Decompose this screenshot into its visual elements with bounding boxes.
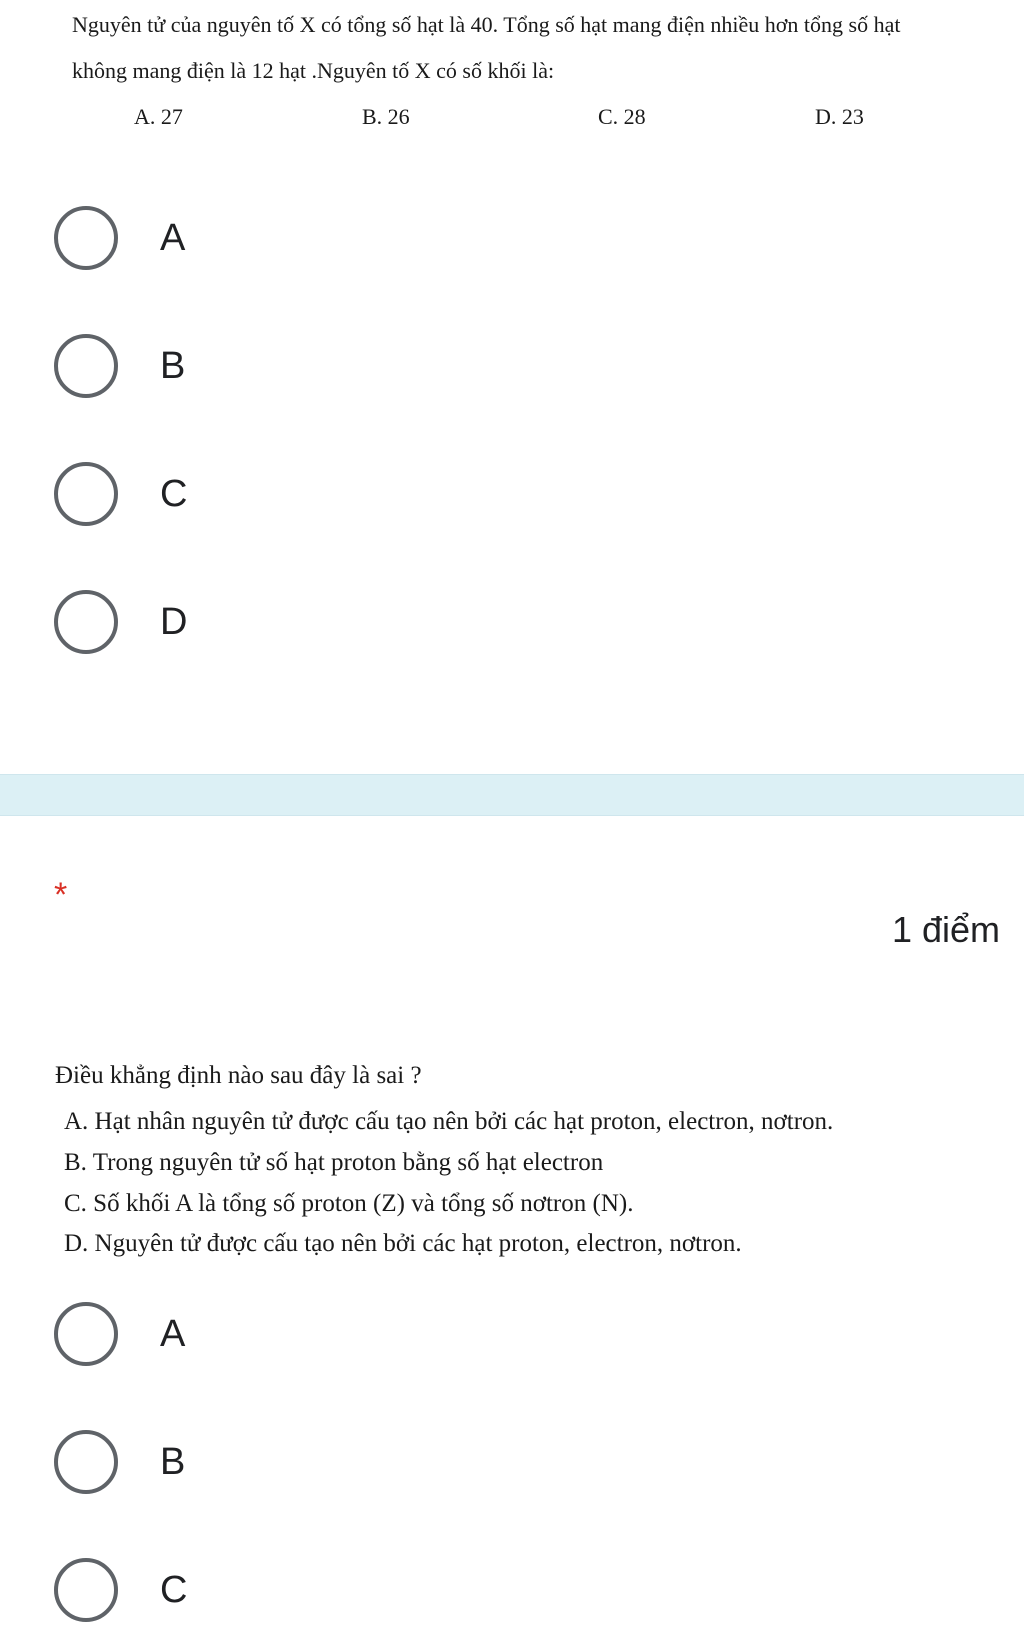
required-marker: * bbox=[54, 876, 68, 914]
radio-button[interactable] bbox=[54, 1302, 118, 1366]
question-2-option-c[interactable] bbox=[54, 1558, 554, 1622]
question-1-text-line-2: không mang điện là 12 hạt .Nguyên tố X có số khối là: bbox=[72, 58, 555, 83]
question-1-text-line-1: Nguyên tử của nguyên tố X có tổng số hạt là 40. Tổng số hạt mang điện nhiều hơn tổng số hạt bbox=[72, 12, 901, 37]
question-1-option-b[interactable] bbox=[54, 334, 554, 398]
question-1-choice-a-text: A. 27 bbox=[134, 104, 183, 129]
radio-button[interactable] bbox=[54, 206, 118, 270]
radio-button[interactable] bbox=[54, 590, 118, 654]
option-label: A bbox=[160, 1313, 186, 1355]
question-1-option-c[interactable] bbox=[54, 462, 554, 526]
question-1-choice-c-text: C. 28 bbox=[598, 104, 646, 129]
question-2-choice-d-text: D. Nguyên tử được cấu tạo nên bởi các hạt proton, electron, nơtron. bbox=[64, 1230, 742, 1257]
question-1-choice-d-text: D. 23 bbox=[815, 104, 864, 129]
question-2-points: 1 điểm bbox=[891, 909, 1000, 950]
question-2-option-b[interactable] bbox=[54, 1430, 554, 1494]
question-1-option-a[interactable] bbox=[54, 206, 554, 270]
radio-button[interactable] bbox=[54, 1558, 118, 1622]
radio-button[interactable] bbox=[54, 1430, 118, 1494]
question-1-option-d[interactable] bbox=[54, 590, 554, 654]
question-divider bbox=[0, 774, 1024, 816]
radio-button[interactable] bbox=[54, 462, 118, 526]
option-label: B bbox=[160, 1441, 186, 1483]
option-label: C bbox=[160, 473, 188, 515]
question-2-choice-c-text: C. Số khối A là tổng số proton (Z) và tổng số nơtron (N). bbox=[64, 1190, 634, 1217]
question-2-option-a[interactable] bbox=[54, 1302, 554, 1366]
option-label: A bbox=[160, 217, 186, 259]
question-2-title: Điều khẳng định nào sau đây là sai ? bbox=[55, 1062, 422, 1089]
question-2-choice-a-text: A. Hạt nhân nguyên tử được cấu tạo nên bởi các hạt proton, electron, nơtron. bbox=[64, 1108, 834, 1135]
option-label: C bbox=[160, 1569, 188, 1611]
question-1-choice-b-text: B. 26 bbox=[362, 104, 410, 129]
question-2-choice-b-text: B. Trong nguyên tử số hạt proton bằng số hạt electron bbox=[64, 1149, 604, 1176]
option-label: D bbox=[160, 601, 188, 643]
option-label: B bbox=[160, 345, 186, 387]
radio-button[interactable] bbox=[54, 334, 118, 398]
